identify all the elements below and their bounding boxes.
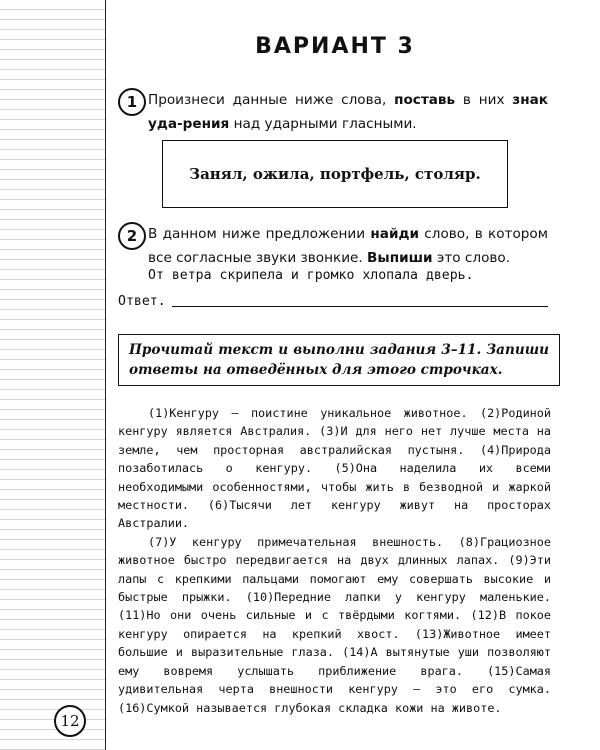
- answer-field[interactable]: [172, 306, 548, 307]
- instruction-box: Прочитай текст и выполни задания 3–11. Запиши ответы на отведённых для этого строчках.: [118, 334, 560, 386]
- task-2-number: 2: [118, 222, 146, 250]
- task-1-number: 1: [118, 88, 146, 116]
- task-2-sentence: От ветра скрипела и громко хлопала дверь.: [148, 268, 474, 283]
- task-2-text: В данном ниже предложении найди слово, в котором все согласные звуки звонкие. Выпиши это слово.: [148, 226, 548, 266]
- reading-passage: [118, 404, 551, 717]
- passage-paragraph-2: (7)У кенгуру примечательная внешность. (8)Грациозное животное быстро передвигается на двух длинных лапах. (9)Эти лапы с крепкими пальцами помогают ему совершать высокие и быстрые прыжки. (10)Передние лапки у кенгуру маленькие. (11)Но они очень сильные и с твёрдыми когтями. (12)В покое кенгуру опирается на крепкий хвост. (13)Животное имеет большие и выразительные глаза. (14)А вытянутые уши позволяют ему вовремя услышать приближение врага. (15)Самая удивительная черта внешности кенгуру — это его сумка. (16)Сумкой называется глубокая складка кожи на животе.: [118, 534, 551, 715]
- ruled-margin: [0, 0, 105, 750]
- answer-label: Ответ.: [118, 294, 166, 309]
- task-1-word-box: Занял, ожила, портфель, столяр.: [162, 140, 508, 208]
- passage-paragraph-1: (1)Кенгуру — поистине уникальное животное. (2)Родиной кенгуру является Австралия. (3)И для него нет лучше места на земле, чем просторная австралийская пустыня. (4)Природа позаботилась о кенгуру. (5)Она наделила их всеми необходимыми особенностями, чтобы жить в безводной и жаркой местности. (6)Тысячи лет кенгуру живут на просторах Австралии.: [118, 406, 551, 531]
- page-title: ВАРИАНТ 3: [255, 34, 415, 59]
- page-number: 12: [54, 705, 86, 737]
- margin-border-line: [105, 0, 106, 750]
- task-1-text: Произнеси данные ниже слова, поставь в них знак уда-рения над ударными гласными.: [148, 92, 548, 132]
